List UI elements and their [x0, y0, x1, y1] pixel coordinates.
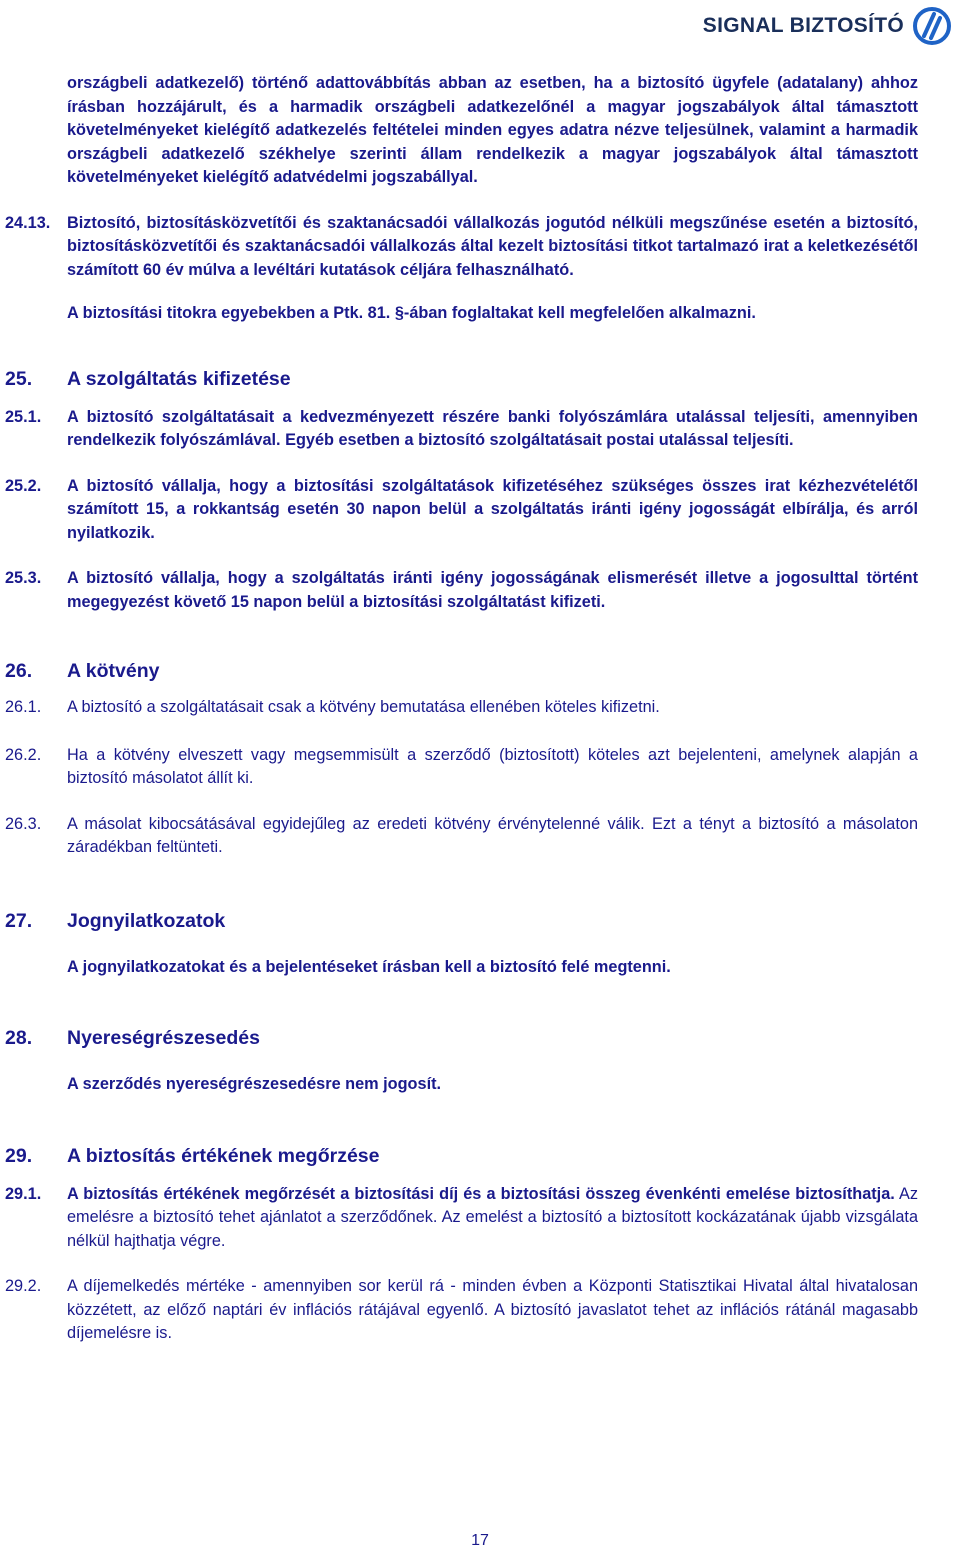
clause-25-2 — [5, 475, 918, 546]
clause-26-1 — [5, 696, 918, 720]
section-title: Nyereségrészesedés — [67, 1027, 260, 1049]
section-number: 29. — [5, 1144, 33, 1167]
section-28-text: A szerződés nyereségrészesedésre nem jogosít. — [67, 1075, 442, 1093]
section-27-text: A jognyilatkozatokat és a bejelentéseket írásban kell a biztosító felé megtenni. — [67, 957, 671, 976]
clause-text: A biztosító vállalja, hogy a biztosítási szolgáltatások kifizetéséhez szükséges összes irat kézhezvételétől számított 15, a rokkantság esetén 30 napon belül a szolgáltatás iránti igény jogosságát elbírálja, és arról nyilatkozik. — [67, 476, 918, 542]
section-number: 28. — [5, 1027, 33, 1049]
clause-25-1 — [5, 406, 918, 453]
clause-text: Ha a kötvény elveszett vagy megsemmisült a szerződő (biztosított) köteles azt bejelenteni, amelynek alapján a biztosító másolatot állít ki. — [67, 745, 918, 787]
clause-text: A díjemelkedés mértéke - amennyiben sor kerül rá - minden évben a Központi Statisztikai Hivatal által hivatalosan közzétett, az előző naptári év inflációs rátájával egyenlő. A biztosító javaslatot tehet az inflációs rátánál magasabb díjemelésre is. — [67, 1277, 918, 1342]
clause-text: A biztosító szolgáltatásait a kedvezményezett részére banki folyószámlára utalással teljesíti, amennyiben rendelkezik folyószámlával. Egyéb esetben a biztosító szolgáltatásait postai utalással teljesíti. — [67, 407, 918, 449]
clause-text: A másolat kibocsátásával egyidejűleg az eredeti kötvény érvénytelenné válik. Ezt a tényt a biztosító a másolaton záradékban feltünteti. — [67, 814, 918, 856]
clause-29-1 — [5, 1183, 918, 1254]
clause-24-13 — [5, 212, 918, 326]
clause-number: 25.2. — [5, 476, 42, 495]
clause-26-3 — [5, 813, 918, 860]
section-number: 26. — [5, 660, 33, 682]
section-title: A szolgáltatás kifizetése — [67, 367, 291, 390]
section-heading-26 — [5, 658, 918, 684]
section-heading-29 — [5, 1143, 918, 1169]
clause-text: A biztosító vállalja, hogy a szolgáltatás iránti igény jogosságának elismerését illetve a jogosulttal történt megegyezést követő 15 napon belül a biztosítási szolgáltatást kifizeti. — [67, 569, 918, 611]
clause-number: 25.1. — [5, 407, 42, 426]
clause-text: Biztosító, biztosításközvetítői és szaktanácsadói vállalkozás jogutód nélküli megszűnése esetén a biztosító, biztosításközvetítői és szaktanácsadói vállalkozás által kezelt biztosítási titkot tartalmazó irat a keletkezésétől számított 60 év múlva a levéltári kutatások céljára felhasználható. — [67, 213, 918, 279]
section-heading-27 — [5, 908, 918, 934]
clause-29-2 — [5, 1275, 918, 1346]
section-title: A kötvény — [67, 660, 160, 682]
page-number: 17 — [471, 1532, 489, 1549]
section-title: Jognyilatkozatok — [67, 909, 226, 932]
clause-text — [67, 1183, 918, 1254]
clause-number: 29.1. — [5, 1184, 42, 1203]
logo-text: SIGNAL BIZTOSÍTÓ — [702, 14, 904, 37]
document-body — [5, 72, 918, 1346]
clause-26-2 — [5, 744, 918, 791]
header-logo — [703, 6, 952, 46]
clause-number: 26.3. — [5, 814, 42, 833]
section-number: 25. — [5, 367, 33, 390]
clause-text-2: A biztosítási titokra egyebekben a Ptk. 81. §-ában foglaltakat kell megfelelően alkalmazni. — [67, 304, 756, 322]
clause-number: 29.2. — [5, 1277, 42, 1295]
signal-logo-icon — [912, 6, 952, 46]
section-number: 27. — [5, 909, 33, 932]
section-title: A biztosítás értékének megőrzése — [67, 1144, 380, 1167]
clause-bold-text: A biztosítás értékének megőrzését a biztosítási díj és a biztosítási összeg évenkénti emelése biztosíthatja. — [67, 1184, 895, 1203]
clause-number: 25.3. — [5, 569, 42, 587]
clause-25-3 — [5, 567, 918, 614]
clause-number: 26.2. — [5, 745, 42, 764]
clause-number: 26.1. — [5, 698, 42, 716]
clause-number: 24.13. — [5, 213, 51, 232]
clause-normal-text: Az emelésre a biztosító tehet ajánlatot a szerződőnek. Az emelést a biztosító a biztosított kockázatának újabb vizsgálata nélkül hajthatja végre. — [67, 1184, 918, 1250]
intro-paragraph: országbeli adatkezelő) történő adattovábbítás abban az esetben, ha a biztosító ügyfele (adatalany) ahhoz írásban hozzájárult, és a harmadik országbeli adatkezelőnél a magyar jogszabályok által támasztott követelményeket kielégítő adatkezelés feltételei minden egyes adatra nézve teljesülnek, valamint a harmadik országbeli adatkezelő székhelye szerinti állam rendelkezik a magyar jogszabályok által támasztott követelményeket kielégítő adatvédelmi jogszabállyal. — [67, 74, 918, 186]
clause-text: A biztosító a szolgáltatásait csak a kötvény bemutatása ellenében köteles kifizetni. — [67, 698, 660, 716]
section-heading-28 — [5, 1025, 918, 1051]
section-heading-25 — [5, 366, 918, 392]
